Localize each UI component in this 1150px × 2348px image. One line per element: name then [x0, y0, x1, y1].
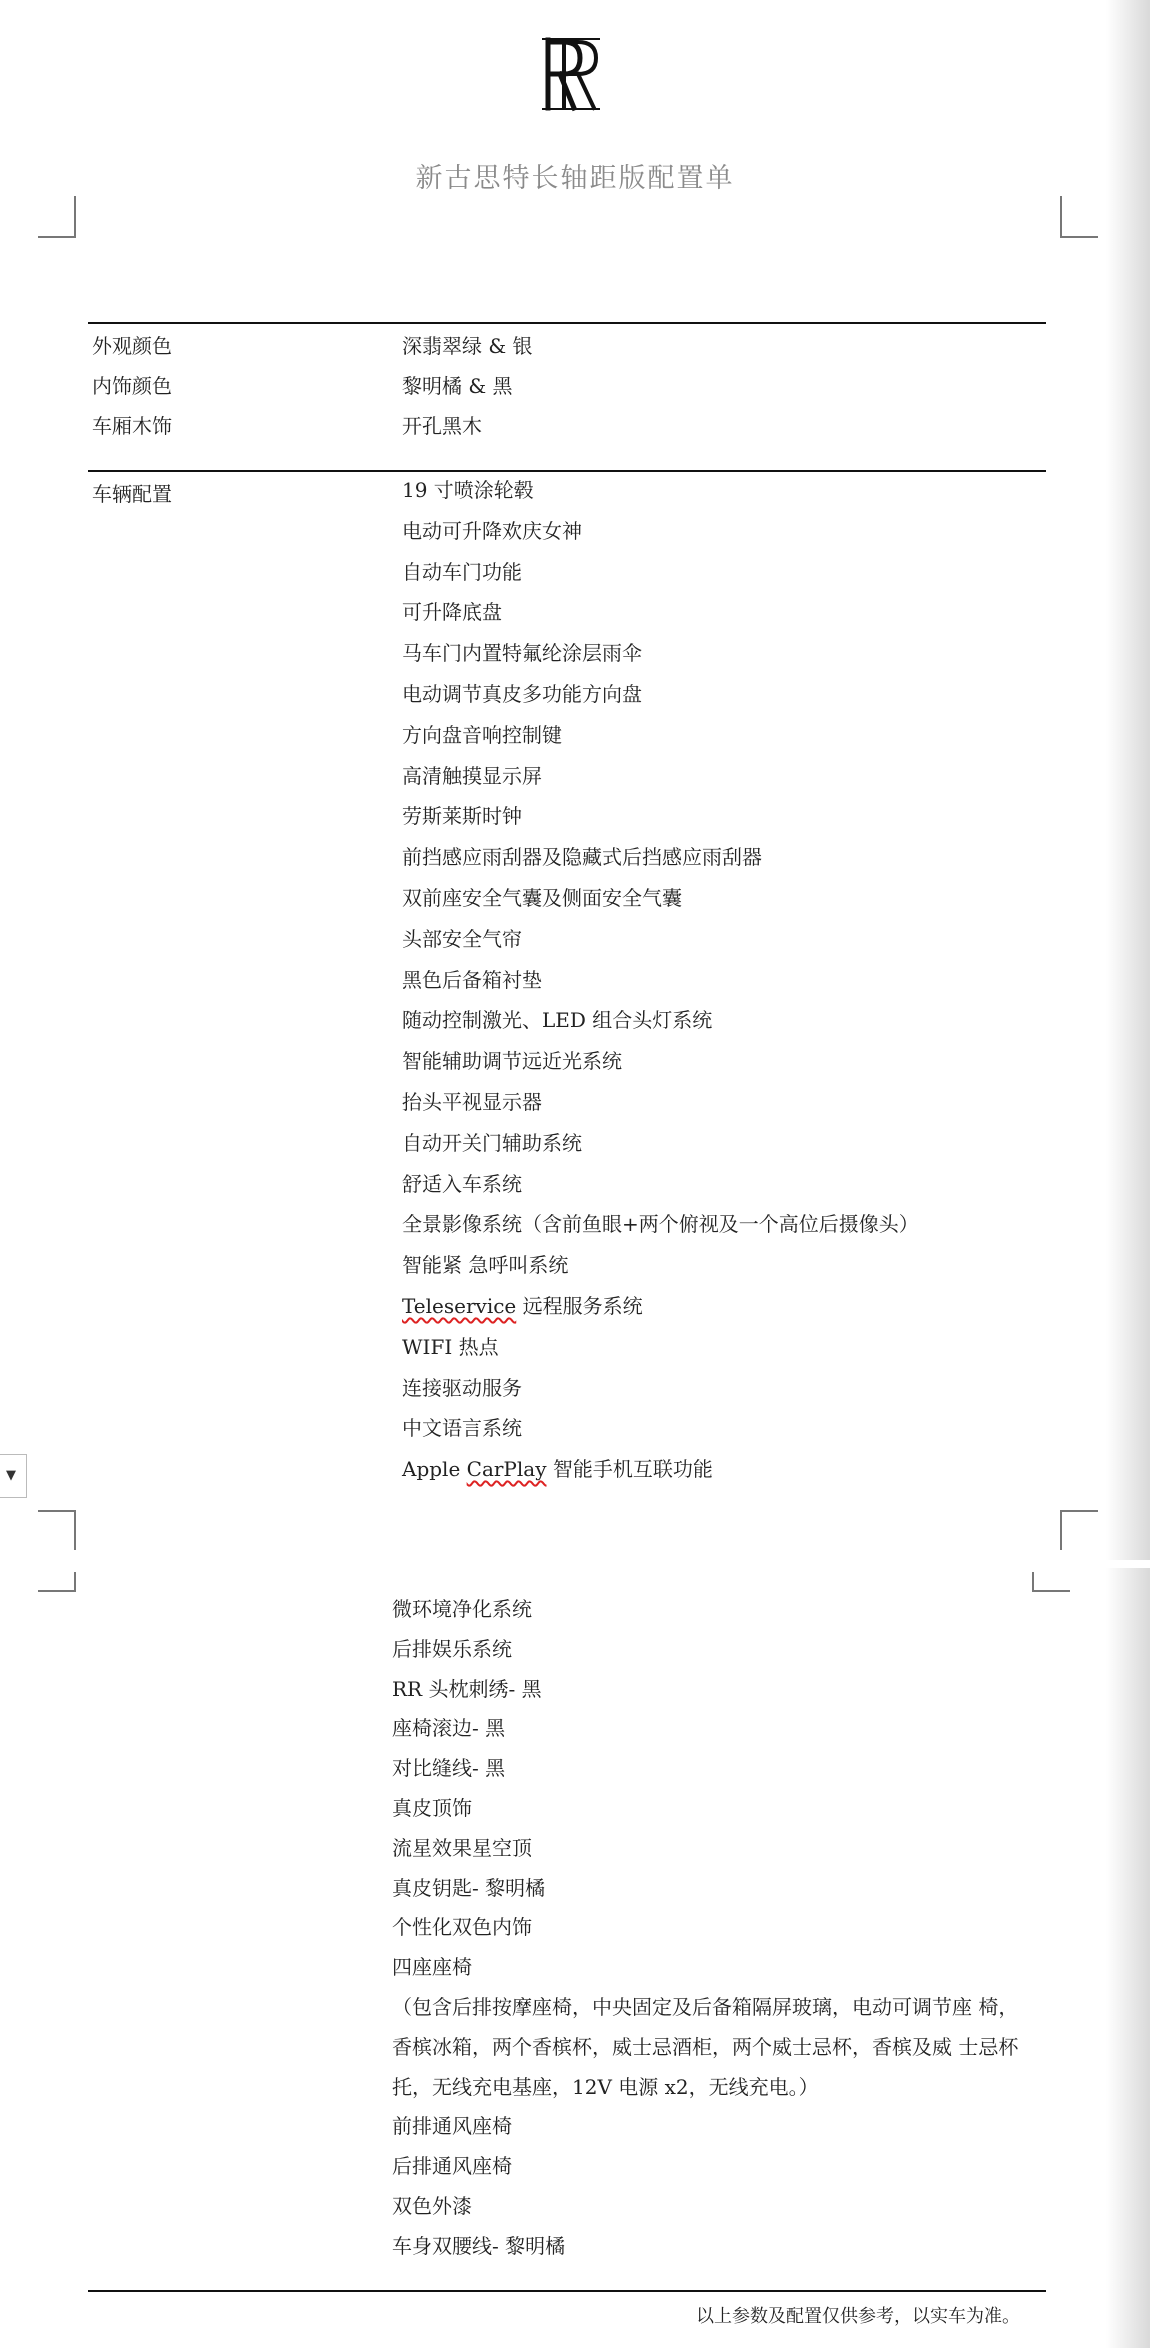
- config-item: 智能辅助调节远近光系统: [402, 1049, 622, 1074]
- footer-divider: [88, 2290, 1046, 2292]
- config-item: 19 寸喷涂轮毂: [402, 478, 534, 502]
- config-item: [402, 1449, 919, 1490]
- config-item: 前排通风座椅: [392, 2114, 512, 2139]
- spec-value-interior-color: 黎明橘 & 黑: [402, 374, 513, 398]
- config-item: 四座座椅: [392, 1955, 472, 1980]
- spec-label-cabin-wood: 车厢木饰: [92, 414, 172, 438]
- config-item: 真皮钥匙- 黎明橘: [392, 1875, 546, 1900]
- config-item: 电动可升降欢庆女神: [402, 518, 582, 543]
- config-item: 自动车门功能: [402, 559, 522, 584]
- config-item: 舒适入车系统: [402, 1171, 522, 1196]
- config-item: （包含后排按摩座椅，中央固定及后备箱隔屏玻璃，电动可调节座 椅，: [392, 1994, 1019, 2019]
- document-page-2: [0, 1568, 1150, 2348]
- config-item: 全景影像系统（含前鱼眼+两个俯视及一个高位后摄像头）: [402, 1212, 919, 1237]
- config-item: 对比缝线- 黑: [392, 1756, 506, 1781]
- document-title: 新古思特长轴距版配置单: [415, 163, 735, 194]
- config-label: 车辆配置: [92, 482, 172, 506]
- config-item-prefix: Apple: [402, 1457, 467, 1482]
- config-list-page-1: [402, 470, 919, 1490]
- config-item: 香槟冰箱，两个香槟杯，威士忌酒柜，两个威士忌杯，香槟及威 士忌杯: [392, 2034, 1019, 2059]
- config-item: 高清触摸显示屏: [402, 763, 542, 788]
- config-item: 马车门内置特氟纶涂层雨伞: [402, 641, 642, 666]
- spec-label-exterior-color: 外观颜色: [92, 334, 172, 358]
- config-item: 座椅滚边- 黑: [392, 1716, 506, 1741]
- config-item-rest: 远程服务系统: [516, 1293, 643, 1318]
- footer-note: 以上参数及配置仅供参考，以实车为准。: [696, 2306, 1020, 2327]
- config-item: 流星效果星空顶: [392, 1835, 532, 1860]
- config-item: 真皮顶饰: [392, 1795, 472, 1820]
- caret-down-icon: ▼: [6, 1468, 16, 1483]
- config-list-page-2: [392, 1590, 1018, 2267]
- config-item-rest: 智能手机互联功能: [546, 1457, 713, 1482]
- config-item: 电动调节真皮多功能方向盘: [402, 681, 642, 706]
- config-item: 前挡感应雨刮器及隐藏式后挡感应雨刮器: [402, 845, 762, 870]
- rolls-royce-logo: [540, 36, 602, 112]
- config-item: 中文语言系统: [402, 1416, 522, 1441]
- config-item: 连接驱动服务: [402, 1375, 522, 1400]
- spec-value-exterior-color: 深翡翠绿 & 银: [402, 334, 533, 358]
- config-item: 托，无线充电基座，12V 电源 x2，无线充电。）: [392, 2074, 819, 2099]
- side-arrow-tab[interactable]: [0, 1454, 27, 1498]
- config-item: 随动控制激光、LED 组合头灯系统: [402, 1008, 713, 1033]
- spellcheck-flagged-word: Teleservice: [402, 1293, 517, 1318]
- section-divider-top: [88, 322, 1046, 324]
- spec-value-cabin-wood: 开孔黑木: [402, 414, 482, 438]
- config-item: 智能紧 急呼叫系统: [402, 1253, 569, 1278]
- page-edge-shadow: [1106, 1568, 1150, 2348]
- config-item: 抬头平视显示器: [402, 1089, 542, 1114]
- config-item: 头部安全气帘: [402, 926, 522, 951]
- config-item: 微环境净化系统: [392, 1597, 532, 1621]
- page-edge-shadow: [1106, 0, 1150, 1568]
- config-item: [402, 1286, 919, 1327]
- config-item: WIFI 热点: [402, 1334, 499, 1359]
- config-item: 车身双腰线- 黎明橘: [392, 2233, 566, 2258]
- config-item: 后排通风座椅: [392, 2154, 512, 2179]
- config-item: 方向盘音响控制键: [402, 722, 562, 747]
- spellcheck-flagged-word: CarPlay: [466, 1457, 547, 1482]
- config-item: 可升降底盘: [402, 600, 502, 625]
- config-item: 黑色后备箱衬垫: [402, 967, 542, 992]
- config-item: RR 头枕刺绣- 黑: [392, 1676, 542, 1701]
- spec-label-interior-color: 内饰颜色: [92, 374, 172, 398]
- config-item: 个性化双色内饰: [392, 1915, 532, 1940]
- config-item: 劳斯莱斯时钟: [402, 804, 522, 829]
- config-item: 自动开关门辅助系统: [402, 1130, 582, 1155]
- config-item: 后排娱乐系统: [392, 1636, 512, 1661]
- config-item: 双色外漆: [392, 2193, 472, 2218]
- config-item: 双前座安全气囊及侧面安全气囊: [402, 885, 682, 910]
